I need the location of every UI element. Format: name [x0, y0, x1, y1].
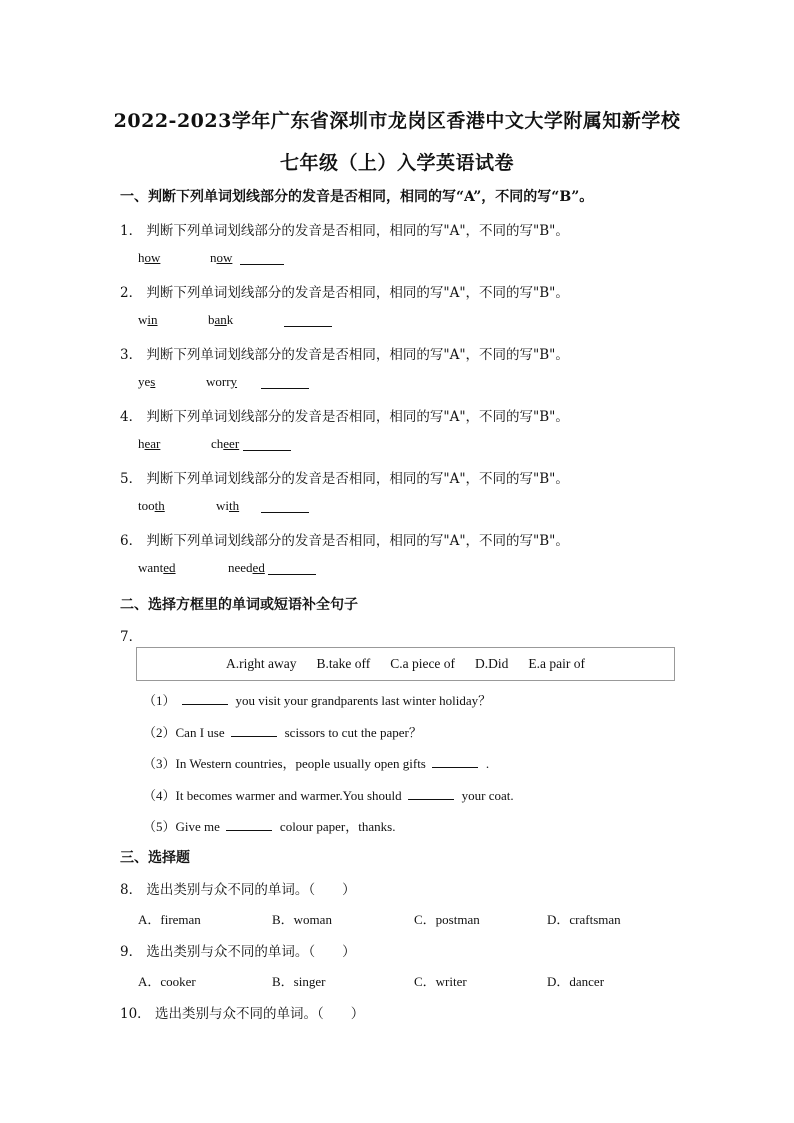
phonics-question-5: 5． 判断下列单词划线部分的发音是否相同，相同的写"A"，不同的写"B"。	[120, 471, 569, 487]
mc-question-8: 8． 选出类别与众不同的单词。（ ）	[120, 882, 356, 898]
word-bank-box	[136, 647, 675, 681]
fill-sentence-2: （2）Can I use scissors to cut the paper？	[143, 724, 422, 740]
underlined-part: ow	[144, 250, 161, 265]
fill-sentence-4: （4）It becomes warmer and warmer.You should your coat.	[143, 787, 514, 803]
phonics-question-6: 6． 判断下列单词划线部分的发音是否相同，相同的写"A"，不同的写"B"。	[120, 533, 569, 549]
phonics-word-2: with	[216, 498, 240, 513]
answer-blank[interactable]	[243, 450, 291, 451]
fill-sentence-1: （1） you visit your grandparents last winter holiday？	[143, 693, 492, 708]
phonics-word-1: hear	[138, 436, 161, 451]
mc-option[interactable]: A．cooker	[138, 974, 196, 989]
phonics-word-2: needed	[228, 560, 265, 575]
mc-option[interactable]: D．dancer	[547, 974, 605, 989]
mc-option[interactable]: A．fireman	[138, 912, 201, 927]
question-7-number: 7．	[120, 629, 143, 645]
word-bank-option: A.right away	[225, 656, 297, 671]
phonics-word-1: tooth	[138, 498, 165, 513]
answer-blank[interactable]	[261, 388, 309, 389]
answer-blank[interactable]	[182, 694, 228, 705]
answer-blank[interactable]	[240, 264, 284, 265]
phonics-word-2: worry	[206, 374, 238, 389]
section-heading-1: 一、判断下列单词划线部分的发音是否相同，相同的写“A”，不同的写“B”。	[120, 189, 594, 205]
answer-blank[interactable]	[268, 574, 316, 575]
mc-question-9: 9． 选出类别与众不同的单词。（ ）	[120, 944, 356, 960]
underlined-part: ear	[144, 436, 161, 451]
phonics-word-1: yes	[138, 374, 156, 389]
mc-question-10: 10． 选出类别与众不同的单词。（ ）	[120, 1006, 365, 1022]
underlined-part: s	[150, 374, 156, 389]
underlined-part: ed	[252, 560, 265, 575]
underlined-part: eer	[223, 436, 240, 451]
underlined-part: an	[214, 312, 227, 327]
answer-blank[interactable]	[432, 757, 478, 768]
underlined-part: ed	[163, 560, 176, 575]
underlined-part: th	[154, 498, 165, 513]
underlined-part: y	[230, 374, 238, 389]
underlined-part: in	[147, 312, 158, 327]
section-heading-3: 三、选择题	[120, 850, 190, 866]
phonics-word-2: bank	[208, 312, 234, 327]
mc-option[interactable]: B．singer	[272, 974, 326, 989]
phonics-word-1: how	[138, 250, 161, 265]
word-bank-option: D.Did	[475, 656, 509, 671]
phonics-word-2: cheer	[211, 436, 240, 451]
mc-option[interactable]: D．craftsman	[547, 912, 621, 927]
word-bank-option: B.take off	[316, 656, 371, 671]
phonics-question-3: 3． 判断下列单词划线部分的发音是否相同，相同的写"A"，不同的写"B"。	[120, 347, 569, 363]
mc-option[interactable]: C．postman	[414, 912, 480, 927]
phonics-question-4: 4． 判断下列单词划线部分的发音是否相同，相同的写"A"，不同的写"B"。	[120, 409, 569, 425]
answer-blank[interactable]	[408, 789, 454, 800]
mc-option[interactable]: C．writer	[414, 974, 467, 989]
fill-sentence-5: （5）Give me colour paper，thanks.	[143, 819, 396, 834]
answer-blank[interactable]	[261, 512, 309, 513]
phonics-question-1: 1． 判断下列单词划线部分的发音是否相同，相同的写"A"，不同的写"B"。	[120, 223, 569, 239]
phonics-question-2: 2． 判断下列单词划线部分的发音是否相同，相同的写"A"，不同的写"B"。	[120, 285, 569, 301]
exam-title-line2: 七年级（上）入学英语试卷	[279, 152, 514, 174]
answer-blank[interactable]	[284, 326, 332, 327]
exam-title-line1: 2022-2023学年广东省深圳市龙岗区香港中文大学附属知新学校	[113, 110, 681, 132]
word-bank-option: C.a piece of	[390, 656, 456, 671]
underlined-part: ow	[216, 250, 233, 265]
answer-blank[interactable]	[231, 726, 277, 737]
phonics-word-2: now	[210, 250, 233, 265]
phonics-word-1: wanted	[138, 560, 176, 575]
section-heading-2: 二、选择方框里的单词或短语补全句子	[120, 597, 358, 613]
mc-option[interactable]: B．woman	[272, 912, 332, 927]
word-bank-option: E.a pair of	[528, 656, 586, 671]
underlined-part: th	[229, 498, 240, 513]
phonics-word-1: win	[138, 312, 158, 327]
answer-blank[interactable]	[226, 820, 272, 831]
fill-sentence-3: （3）In Western countries，people usually open gifts .	[143, 756, 490, 771]
